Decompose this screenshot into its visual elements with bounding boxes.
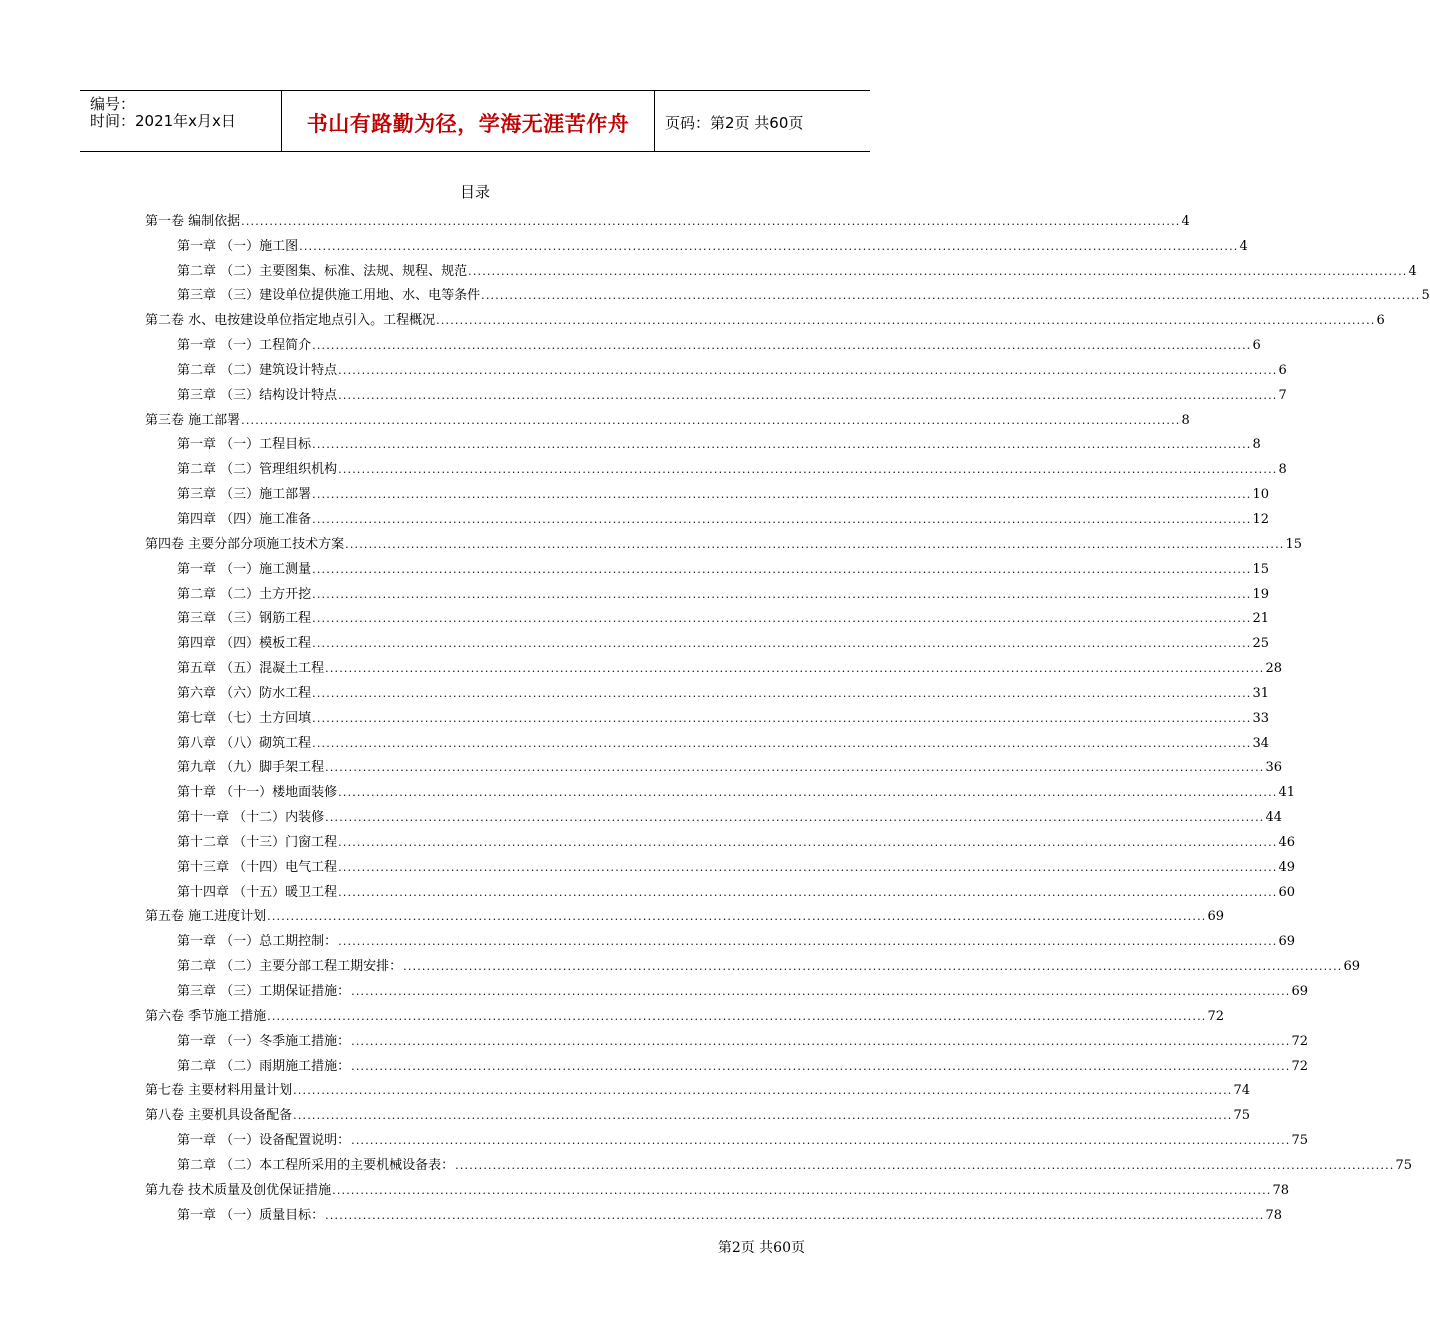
toc-entry-title: 第二章 （二）主要图集、标准、法规、规程、规范 [177,263,468,279]
toc-leader-dots: ........................................................................................................................................................................................................ [299,239,1239,253]
toc-leader-dots: ........................................................................................................................................................................................................ [436,314,1376,328]
toc-entry-page: 36 [1265,760,1283,776]
toc-leader-dots: ........................................................................................................................................................................................................ [241,214,1181,228]
toc-entry-title: 第二章 （二）土方开挖 [177,586,312,602]
toc-entry-title: 第三章 （三）钢筋工程 [177,611,312,627]
toc-entry-title: 第三章 （三）施工部署 [177,487,312,503]
toc-entry-title: 第七章 （七）土方回填 [177,710,312,726]
toc-chapter-entry[interactable] [145,926,1296,951]
toc-chapter-entry[interactable] [145,554,1270,579]
toc-volume-entry[interactable] [145,305,1385,330]
toc-entry-page: 6 [1278,362,1287,378]
toc-entry-page: 72 [1291,1033,1309,1049]
toc-chapter-entry[interactable] [145,1125,1309,1150]
toc-entry-page: 5 [1421,288,1430,304]
toc-entry-title: 第四章 （四）模板工程 [177,636,312,652]
toc-leader-dots: ........................................................................................................................................................................................................ [403,960,1343,974]
toc-leader-dots: ........................................................................................................................................................................................................ [338,860,1278,874]
toc-entry-title: 第三卷 施工部署 [145,412,241,428]
header-motto: 书山有路勤为径，学海无涯苦作舟 [306,112,630,136]
document-number-label: 编号： [90,95,136,113]
toc-leader-dots: ........................................................................................................................................................................................................ [312,438,1252,452]
toc-chapter-entry[interactable] [145,231,1248,256]
toc-volume-entry[interactable] [145,1001,1225,1026]
header-page-cell [655,91,870,151]
toc-entry-page: 8 [1278,462,1287,478]
toc-entry-title: 第一章 （一）总工期控制： [177,934,338,950]
toc-leader-dots: ........................................................................................................................................................................................................ [338,388,1278,402]
toc-entry-page: 33 [1252,710,1270,726]
toc-chapter-entry[interactable] [145,728,1270,753]
toc-entry-page: 28 [1265,661,1283,677]
toc-chapter-entry[interactable] [145,753,1283,778]
toc-chapter-entry[interactable] [145,504,1270,529]
toc-volume-entry[interactable] [145,1175,1290,1200]
toc-entry-page: 69 [1278,934,1296,950]
toc-entry-title: 第六卷 季节施工措施 [145,1008,267,1024]
toc-entry-title: 第一章 （一）冬季施工措施： [177,1033,351,1049]
toc-entry-title: 第二章 （二）建筑设计特点 [177,362,338,378]
toc-entry-page: 44 [1265,810,1283,826]
document-header [80,90,870,152]
toc-entry-page: 41 [1278,785,1296,801]
toc-entry-title: 第十三章 （十四）电气工程 [177,859,338,875]
toc-entry-page: 6 [1376,313,1385,329]
toc-entry-page: 15 [1285,536,1303,552]
toc-entry-page: 69 [1291,984,1309,999]
toc-leader-dots: ........................................................................................................................................................................................................ [325,1208,1265,1222]
toc-chapter-entry[interactable] [145,852,1296,877]
toc-leader-dots: ........................................................................................................................................................................................................ [351,1059,1291,1073]
toc-chapter-entry[interactable] [145,1150,1413,1175]
toc-entry-title: 第八章 （八）砌筑工程 [177,735,312,751]
toc-entry-title: 第一章 （一）质量目标： [177,1207,325,1223]
toc-entry-title: 第三章 （三）工期保证措施： [177,984,351,999]
toc-leader-dots: ........................................................................................................................................................................................................ [325,811,1265,825]
toc-entry-page: 10 [1252,487,1270,503]
toc-leader-dots: ........................................................................................................................................................................................................ [455,1158,1395,1172]
toc-chapter-entry[interactable] [145,1051,1309,1076]
toc-leader-dots: ........................................................................................................................................................................................................ [338,363,1278,377]
toc-entry-title: 第一章 （一）施工测量 [177,561,312,577]
toc-chapter-entry[interactable] [145,604,1270,629]
page-footer: 第2页 共60页 [717,1240,805,1256]
toc-entry-page: 6 [1252,338,1261,354]
toc-volume-entry[interactable] [145,1100,1251,1125]
header-info-cell [80,91,282,151]
toc-entry-title: 第一章 （一）设备配置说明： [177,1133,351,1149]
toc-entry-page: 69 [1207,909,1225,925]
toc-leader-dots: ........................................................................................................................................................................................................ [481,289,1421,303]
toc-leader-dots: ........................................................................................................................................................................................................ [351,985,1291,998]
toc-leader-dots: ........................................................................................................................................................................................................ [338,835,1278,849]
toc-chapter-entry[interactable] [145,430,1261,455]
toc-leader-dots: ........................................................................................................................................................................................................ [312,512,1252,526]
toc-entry-page: 21 [1252,611,1270,627]
toc-entry-title: 第一章 （一）工程目标 [177,437,312,453]
toc-leader-dots: ........................................................................................................................................................................................................ [293,1084,1233,1098]
toc-entry-page: 74 [1233,1083,1251,1099]
toc-leader-dots: ........................................................................................................................................................................................................ [312,488,1252,502]
toc-chapter-entry[interactable] [145,703,1270,728]
toc-entry-title: 第二章 （二）雨期施工措施： [177,1058,351,1074]
toc-chapter-entry[interactable] [145,678,1270,703]
toc-entry-title: 第一章 （一）工程简介 [177,338,312,354]
toc-entry-title: 第四章 （四）施工准备 [177,511,312,527]
toc-entry-page: 60 [1278,884,1296,900]
toc-leader-dots: ........................................................................................................................................................................................................ [468,264,1408,278]
toc-leader-dots: ........................................................................................................................................................................................................ [345,537,1285,551]
toc-entry-title: 第二章 （二）本工程所采用的主要机械设备表： [177,1157,455,1173]
toc-volume-entry[interactable] [145,529,1303,554]
toc-entry-title: 第九卷 技术质量及创优保证措施 [145,1182,332,1198]
toc-leader-dots: ........................................................................................................................................................................................................ [312,711,1252,725]
toc-chapter-entry[interactable] [145,976,1309,1001]
toc-entry-page: 8 [1181,412,1190,428]
toc-entry-page: 4 [1181,213,1190,229]
toc-leader-dots: ........................................................................................................................................................................................................ [241,413,1181,427]
toc-title: 目录 [459,183,490,201]
toc-volume-entry[interactable] [145,405,1190,430]
toc-volume-entry[interactable] [145,902,1225,927]
toc-entry-page: 34 [1252,735,1270,751]
toc-entry-title: 第三章 （三）结构设计特点 [177,387,338,403]
toc-entry-page: 4 [1239,238,1248,254]
toc-leader-dots: ........................................................................................................................................................................................................ [267,910,1207,924]
toc-chapter-entry[interactable] [145,827,1296,852]
toc-entry-page: 25 [1252,636,1270,652]
toc-entry-page: 75 [1395,1157,1413,1173]
toc-entry-title: 第十一章 （十二）内装修 [177,810,325,826]
toc-chapter-entry[interactable] [145,355,1287,380]
toc-leader-dots: ........................................................................................................................................................................................................ [312,637,1252,651]
toc-volume-entry[interactable] [145,206,1190,231]
toc-chapter-entry[interactable] [145,1200,1283,1225]
header-motto-cell [282,91,655,151]
toc-leader-dots: ........................................................................................................................................................................................................ [312,686,1252,700]
toc-leader-dots: ........................................................................................................................................................................................................ [293,1109,1233,1123]
toc-entry-title: 第七卷 主要材料用量计划 [145,1083,293,1099]
toc-chapter-entry[interactable] [145,802,1283,827]
toc-chapter-entry[interactable] [145,951,1361,976]
toc-entry-page: 46 [1278,834,1296,850]
toc-leader-dots: ........................................................................................................................................................................................................ [351,1134,1291,1148]
toc-entry-title: 第二卷 水、电按建设单位指定地点引入。工程概况 [145,313,436,329]
toc-leader-dots: ........................................................................................................................................................................................................ [267,1009,1207,1023]
toc-entry-page: 8 [1252,437,1261,453]
toc-entry-page: 4 [1408,263,1417,279]
toc-entry-page: 78 [1265,1207,1283,1223]
toc-entry-page: 7 [1278,387,1287,403]
toc-entry-page: 72 [1207,1008,1225,1024]
toc-entry-page: 78 [1272,1182,1290,1198]
toc-entry-title: 第十二章 （十三）门窗工程 [177,834,338,850]
toc-entry-title: 第八卷 主要机具设备配备 [145,1108,293,1124]
toc-entry-title: 第九章 （九）脚手架工程 [177,760,325,776]
table-of-contents [145,206,1430,1225]
toc-chapter-entry[interactable] [145,1026,1309,1051]
toc-entry-page: 69 [1343,959,1361,975]
toc-volume-entry[interactable] [145,1076,1251,1101]
header-page-label: 页码：第2页 共60页 [665,114,804,132]
toc-entry-page: 75 [1233,1108,1251,1124]
toc-leader-dots: ........................................................................................................................................................................................................ [312,612,1252,626]
toc-chapter-entry[interactable] [145,479,1270,504]
toc-chapter-entry[interactable] [145,579,1270,604]
toc-leader-dots: ........................................................................................................................................................................................................ [312,562,1252,576]
toc-leader-dots: ........................................................................................................................................................................................................ [338,463,1278,477]
toc-entry-title: 第二章 （二）管理组织机构 [177,462,338,478]
toc-chapter-entry[interactable] [145,877,1296,902]
toc-leader-dots: ........................................................................................................................................................................................................ [338,786,1278,800]
toc-leader-dots: ........................................................................................................................................................................................................ [325,761,1265,775]
toc-entry-page: 72 [1291,1058,1309,1074]
toc-leader-dots: ........................................................................................................................................................................................................ [351,1034,1291,1048]
toc-entry-title: 第一章 （一）施工图 [177,238,299,254]
toc-entry-page: 49 [1278,859,1296,875]
toc-leader-dots: ........................................................................................................................................................................................................ [312,587,1252,601]
toc-chapter-entry[interactable] [145,653,1283,678]
toc-entry-title: 第五章 （五）混凝土工程 [177,661,325,677]
toc-chapter-entry[interactable] [145,330,1261,355]
toc-leader-dots: ........................................................................................................................................................................................................ [332,1183,1272,1197]
toc-entry-title: 第五卷 施工进度计划 [145,909,267,925]
document-time-label: 时间：2021年x月x日 [90,112,236,130]
toc-leader-dots: ........................................................................................................................................................................................................ [312,736,1252,750]
toc-leader-dots: ........................................................................................................................................................................................................ [338,935,1278,949]
toc-leader-dots: ........................................................................................................................................................................................................ [325,662,1265,676]
toc-entry-page: 12 [1252,511,1270,527]
toc-leader-dots: ........................................................................................................................................................................................................ [312,339,1252,353]
toc-entry-title: 第十章 （十一）楼地面装修 [177,785,338,801]
toc-chapter-entry[interactable] [145,777,1296,802]
toc-chapter-entry[interactable] [145,380,1287,405]
toc-entry-page: 31 [1252,685,1270,701]
toc-chapter-entry[interactable] [145,256,1417,281]
toc-leader-dots: ........................................................................................................................................................................................................ [338,885,1278,899]
toc-entry-title: 第三章 （三）建设单位提供施工用地、水、电等条件 [177,288,481,304]
toc-entry-page: 75 [1291,1133,1309,1149]
toc-entry-page: 15 [1252,561,1270,577]
toc-chapter-entry[interactable] [145,628,1270,653]
toc-entry-title: 第十四章 （十五）暖卫工程 [177,884,338,900]
toc-entry-title: 第一卷 编制依据 [145,213,241,229]
toc-chapter-entry[interactable] [145,454,1287,479]
toc-entry-page: 19 [1252,586,1270,602]
toc-entry-title: 第四卷 主要分部分项施工技术方案 [145,536,345,552]
toc-chapter-entry[interactable] [145,281,1430,306]
toc-entry-title: 第二章 （二）主要分部工程工期安排： [177,959,403,975]
toc-entry-title: 第六章 （六）防水工程 [177,685,312,701]
